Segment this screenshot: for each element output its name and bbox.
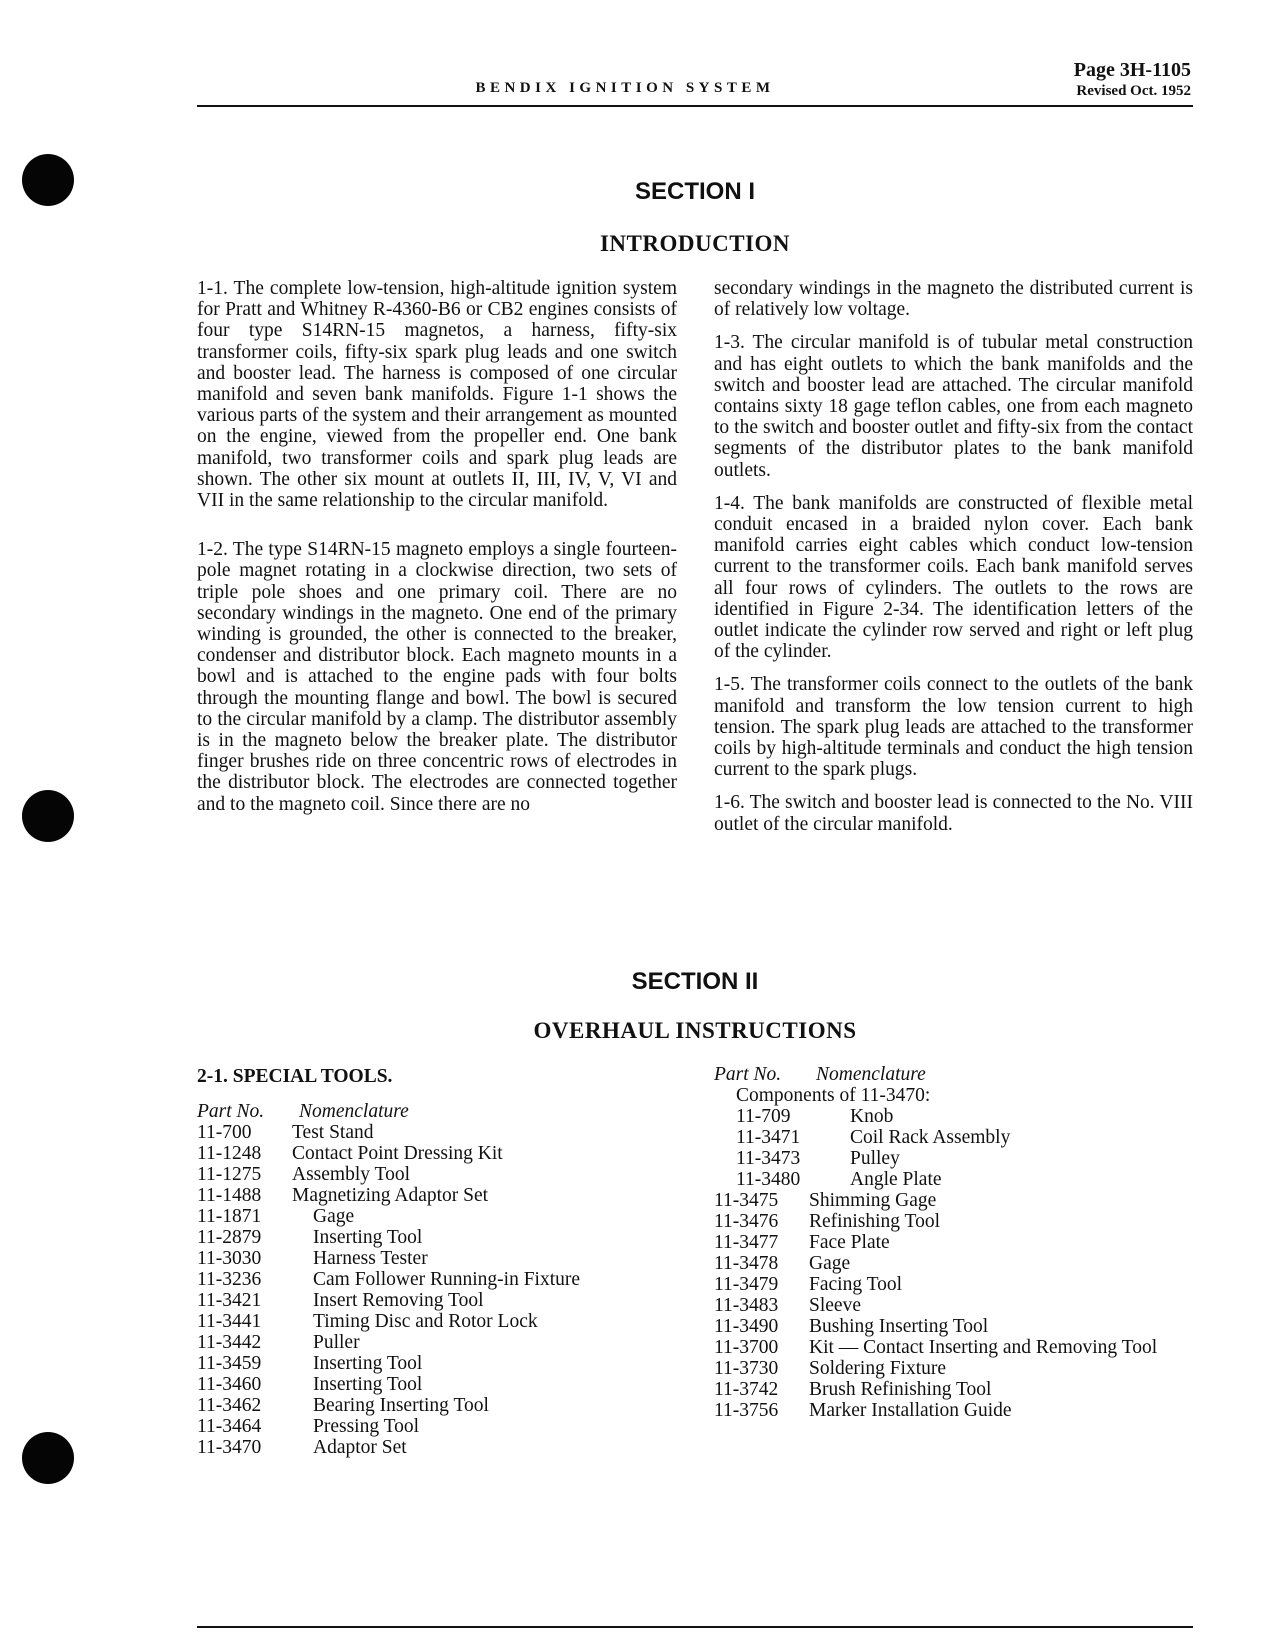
tool-row xyxy=(714,1274,1194,1295)
paragraph-1-6: 1-6. The switch and booster lead is connected to the No. VIII outlet of the circular manifold. xyxy=(714,792,1193,835)
paragraph-1-5: 1-5. The transformer coils connect to the outlets of the bank manifold and transform the low tension current to high tension. The spark plug leads are attached to the transformer coils by high-altitude terminals and conduct the high tension current to the spark plugs. xyxy=(714,674,1193,781)
tool-nomenclature: Face Plate xyxy=(809,1232,890,1253)
tool-nomenclature: Puller xyxy=(313,1332,360,1353)
tool-nomenclature: Inserting Tool xyxy=(313,1374,423,1395)
col-part-no: Part No. xyxy=(197,1101,265,1122)
tool-nomenclature: Refinishing Tool xyxy=(809,1211,940,1232)
tool-nomenclature: Harness Tester xyxy=(313,1248,428,1269)
tool-row xyxy=(714,1169,1194,1190)
tool-part-number: 11-3464 xyxy=(197,1416,262,1437)
tool-nomenclature: Bearing Inserting Tool xyxy=(313,1395,489,1416)
tool-row xyxy=(197,1353,677,1374)
tool-nomenclature: Adaptor Set xyxy=(313,1437,407,1458)
tool-row xyxy=(197,1332,677,1353)
tool-row xyxy=(197,1185,677,1206)
tool-row xyxy=(714,1106,1194,1127)
section-1-subheading: INTRODUCTION xyxy=(599,231,791,256)
revision-date: Revised Oct. 1952 xyxy=(1076,83,1191,99)
special-tools-left xyxy=(197,1066,677,1458)
tool-nomenclature: Facing Tool xyxy=(809,1274,903,1295)
section-1-heading: SECTION I xyxy=(634,178,755,205)
tools-column-header xyxy=(197,1101,677,1122)
tool-part-number: 11-3460 xyxy=(197,1374,262,1395)
tool-row xyxy=(714,1127,1194,1148)
tool-row xyxy=(714,1316,1194,1337)
tool-nomenclature: Inserting Tool xyxy=(313,1227,423,1248)
tool-part-number: 11-3756 xyxy=(714,1400,779,1421)
tool-row xyxy=(197,1164,677,1185)
running-header: BENDIX IGNITION SYSTEM xyxy=(475,80,775,96)
tool-row xyxy=(714,1358,1194,1379)
tool-part-number: 11-3462 xyxy=(197,1395,262,1416)
tool-part-number: 11-3471 xyxy=(736,1127,801,1148)
tool-nomenclature: Kit — Contact Inserting and Removing Tool xyxy=(809,1337,1158,1358)
tool-nomenclature: Gage xyxy=(313,1206,355,1227)
tool-part-number: 11-3478 xyxy=(714,1253,779,1274)
tool-row xyxy=(197,1248,677,1269)
tool-part-number: 11-3730 xyxy=(714,1358,779,1379)
tool-nomenclature: Timing Disc and Rotor Lock xyxy=(313,1311,538,1332)
tool-row xyxy=(714,1337,1194,1358)
header-rule xyxy=(197,105,1193,107)
tool-row xyxy=(197,1311,677,1332)
footer-rule xyxy=(197,1626,1193,1628)
tool-part-number: 11-3475 xyxy=(714,1190,779,1211)
col-nomenclature: Nomenclature xyxy=(816,1064,926,1085)
binder-hole-middle xyxy=(22,790,74,842)
tool-nomenclature: Soldering Fixture xyxy=(809,1358,947,1379)
tool-row xyxy=(714,1400,1194,1421)
tool-row xyxy=(714,1190,1194,1211)
tool-part-number: 11-1488 xyxy=(197,1185,262,1206)
tool-part-number: 11-700 xyxy=(197,1122,252,1143)
tool-part-number: 11-3700 xyxy=(714,1337,779,1358)
tool-nomenclature: Contact Point Dressing Kit xyxy=(292,1143,503,1164)
tool-row xyxy=(714,1379,1194,1400)
tool-part-number: 11-3479 xyxy=(714,1274,779,1295)
tool-part-number: 11-3441 xyxy=(197,1311,262,1332)
paragraph-1-3: 1-3. The circular manifold is of tubular metal construction and has eight outlets to which the bank manifolds and the switch and booster lead are attached. The circular manifold contains sixty 18 gage teflon cables, one from each magneto to the switch and booster outlet and fifty-six from the contact segments of the distributor plates to the bank manifold outlets. xyxy=(714,332,1193,481)
tool-row xyxy=(197,1206,677,1227)
tool-nomenclature: Sleeve xyxy=(809,1295,861,1316)
tool-nomenclature: Assembly Tool xyxy=(292,1164,410,1185)
paragraph-1-1: 1-1. The complete low-tension, high-altitude ignition system for Pratt and Whitney R-4360-B6 or CB2 engines consists of four type S14RN-15 magnetos, a harness, fifty-six transformer coils, fifty-six spark plug leads and one switch and booster lead. The harness is composed of one circular manifold and seven bank manifolds. Figure 1-1 shows the various parts of the system and their arrangement as mounted on the engine, viewed from the propeller end. One bank manifold, two transformer coils and spark plug leads are shown. The other six mount at outlets II, III, IV, V, VI and VII in the same relationship to the circular manifold. xyxy=(197,278,677,512)
binder-hole-bottom xyxy=(22,1432,74,1484)
tool-part-number: 11-3490 xyxy=(714,1316,779,1337)
tool-row xyxy=(197,1437,677,1458)
section-1-left-column xyxy=(197,278,677,827)
tool-nomenclature: Shimming Gage xyxy=(809,1190,937,1211)
tool-row xyxy=(197,1290,677,1311)
col-part-no: Part No. xyxy=(714,1064,782,1085)
tool-part-number: 11-3477 xyxy=(714,1232,779,1253)
paragraph-continued: secondary windings in the magneto the distributed current is of relatively low voltage. xyxy=(714,278,1193,321)
tool-part-number: 11-1275 xyxy=(197,1164,262,1185)
tool-part-number: 11-3473 xyxy=(736,1148,801,1169)
tool-row xyxy=(714,1232,1194,1253)
tool-row xyxy=(197,1395,677,1416)
components-label: Components of 11-3470: xyxy=(736,1085,931,1106)
tool-part-number: 11-3442 xyxy=(197,1332,262,1353)
tool-nomenclature: Magnetizing Adaptor Set xyxy=(292,1185,489,1206)
tool-row xyxy=(714,1253,1194,1274)
tool-row xyxy=(714,1211,1194,1232)
tool-part-number: 11-3742 xyxy=(714,1379,779,1400)
section-1-right-column xyxy=(714,278,1193,847)
tool-part-number: 11-3030 xyxy=(197,1248,262,1269)
section-2-subheading: OVERHAUL INSTRUCTIONS xyxy=(533,1018,857,1043)
tool-nomenclature: Inserting Tool xyxy=(313,1353,423,1374)
tool-nomenclature: Coil Rack Assembly xyxy=(850,1127,1011,1148)
tool-row xyxy=(197,1143,677,1164)
tool-row xyxy=(714,1148,1194,1169)
tool-part-number: 11-2879 xyxy=(197,1227,262,1248)
tool-row xyxy=(197,1122,677,1143)
tool-nomenclature: Gage xyxy=(809,1253,851,1274)
tool-nomenclature: Pressing Tool xyxy=(313,1416,420,1437)
tool-part-number: 11-3480 xyxy=(736,1169,801,1190)
tool-row xyxy=(197,1374,677,1395)
tool-nomenclature: Brush Refinishing Tool xyxy=(809,1379,992,1400)
tool-nomenclature: Knob xyxy=(850,1106,894,1127)
tool-nomenclature: Bushing Inserting Tool xyxy=(809,1316,989,1337)
tool-nomenclature: Insert Removing Tool xyxy=(313,1290,484,1311)
paragraph-1-2: 1-2. The type S14RN-15 magneto employs a single fourteen-pole magnet rotating in a clockwise direction, two sets of triple pole shoes and one primary coil. There are no secondary windings in the magneto. One end of the primary winding is grounded, the other is connected to the breaker, condenser and distributor block. Each magneto mounts in a bowl and is attached to the engine pads with four bolts through the mounting flange and bowl. The bowl is secured to the circular manifold by a clamp. The distributor assembly is in the magneto below the breaker plate. The distributor finger brushes ride on three concentric rows of electrodes in the distributor block. The electrodes are connected together and to the magneto coil. Since there are no xyxy=(197,539,677,815)
tool-part-number: 11-3236 xyxy=(197,1269,262,1290)
page-number-block xyxy=(1074,58,1191,100)
paragraph-1-4: 1-4. The bank manifolds are constructed of flexible metal conduit encased in a braided nylon cover. Each bank manifold carries eight cables which conduct low-tension current to the transformer coils. Each bank manifold serves all four rows of cylinders. The outlets to the rows are identified in Figure 2-34. The identification letters of the outlet indicate the cylinder row served and right or left plug of the cylinder. xyxy=(714,492,1193,663)
page-number: Page 3H-1105 xyxy=(1073,59,1191,81)
tool-nomenclature: Pulley xyxy=(850,1148,900,1169)
tool-part-number: 11-3483 xyxy=(714,1295,779,1316)
tool-row xyxy=(197,1227,677,1248)
binder-hole-top xyxy=(22,154,74,206)
tool-part-number: 11-3459 xyxy=(197,1353,262,1374)
tool-nomenclature: Cam Follower Running-in Fixture xyxy=(313,1269,581,1290)
tool-nomenclature: Test Stand xyxy=(292,1122,374,1143)
tool-row xyxy=(197,1416,677,1437)
tool-nomenclature: Angle Plate xyxy=(850,1169,942,1190)
tool-row xyxy=(714,1295,1194,1316)
tools-column-header-right xyxy=(714,1064,1194,1085)
col-nomenclature: Nomenclature xyxy=(299,1101,409,1122)
tool-part-number: 11-3476 xyxy=(714,1211,779,1232)
tool-row xyxy=(197,1269,677,1290)
section-2-heading: SECTION II xyxy=(631,968,759,995)
special-tools-title: 2-1. SPECIAL TOOLS. xyxy=(197,1066,393,1087)
tool-part-number: 11-3470 xyxy=(197,1437,262,1458)
tool-part-number: 11-709 xyxy=(736,1106,791,1127)
tool-part-number: 11-3421 xyxy=(197,1290,262,1311)
tool-part-number: 11-1248 xyxy=(197,1143,262,1164)
tool-part-number: 11-1871 xyxy=(197,1206,262,1227)
special-tools-right xyxy=(714,1064,1194,1421)
tool-nomenclature: Marker Installation Guide xyxy=(809,1400,1012,1421)
